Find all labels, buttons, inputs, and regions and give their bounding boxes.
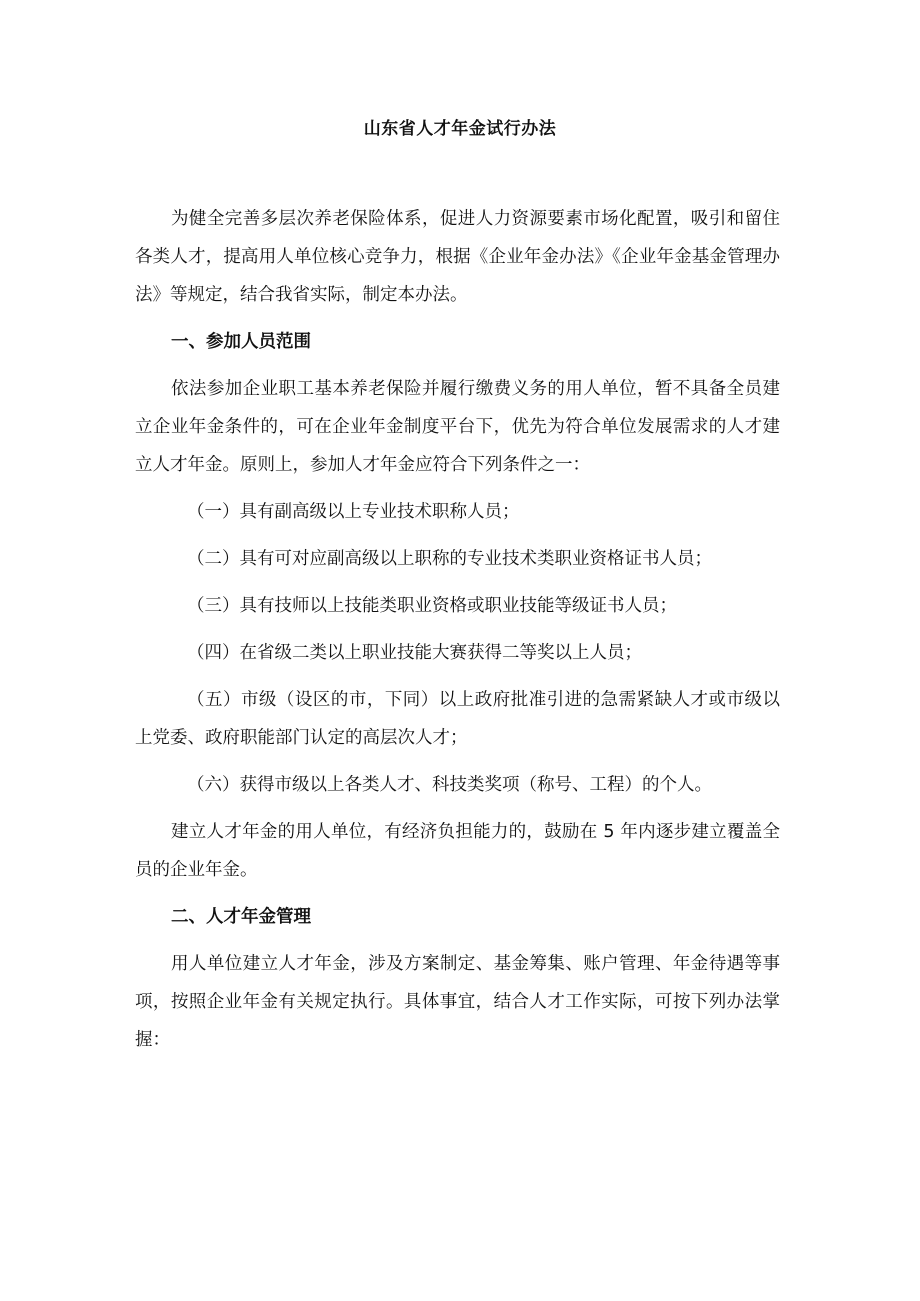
intro-paragraph: 为健全完善多层次养老保险体系，促进人力资源要素市场化配置，吸引和留住各类人才，提高用人单位核心竞争力，根据《企业年金办法》《企业年金基金管理办法》等规定，结合我省实际，制定本办法。 bbox=[135, 209, 780, 305]
section-2-paragraph-1: 用人单位建立人才年金，涉及方案制定、基金筹集、账户管理、年金待遇等事项，按照企业年金有关规定执行。具体事宜，结合人才工作实际，可按下列办法掌握： bbox=[135, 954, 780, 1050]
document-body bbox=[135, 200, 780, 1068]
section-1-paragraph-1: 依法参加企业职工基本养老保险并履行缴费义务的用人单位，暂不具备全员建立企业年金条件的，可在企业年金制度平台下，优先为符合单位发展需求的人才建立人才年金。原则上，参加人才年金应符合下列条件之一： bbox=[135, 379, 780, 475]
condition-item-5: （五）市级（设区的市，下同）以上政府批准引进的急需紧缺人才或市级以上党委、政府职能部门认定的高层次人才； bbox=[135, 690, 780, 748]
section-1-paragraph-2: 建立人才年金的用人单位，有经济负担能力的，鼓励在 5 年内逐步建立覆盖全员的企业年金。 bbox=[135, 822, 780, 880]
document-title: 山东省人才年金试行办法 bbox=[363, 119, 557, 139]
condition-item-1: （一）具有副高级以上专业技术职称人员； bbox=[187, 502, 520, 522]
condition-item-4: （四）在省级二类以上职业技能大赛获得二等奖以上人员； bbox=[187, 643, 642, 663]
section-1-heading: 一、参加人员范围 bbox=[171, 332, 311, 352]
section-2-heading: 二、人才年金管理 bbox=[171, 907, 311, 927]
condition-item-6: （六）获得市级以上各类人才、科技类奖项（称号、工程）的个人。 bbox=[187, 775, 712, 795]
condition-item-3: （三）具有技师以上技能类职业资格或职业技能等级证书人员； bbox=[187, 596, 677, 616]
condition-item-2: （二）具有可对应副高级以上职称的专业技术类职业资格证书人员； bbox=[187, 549, 712, 569]
